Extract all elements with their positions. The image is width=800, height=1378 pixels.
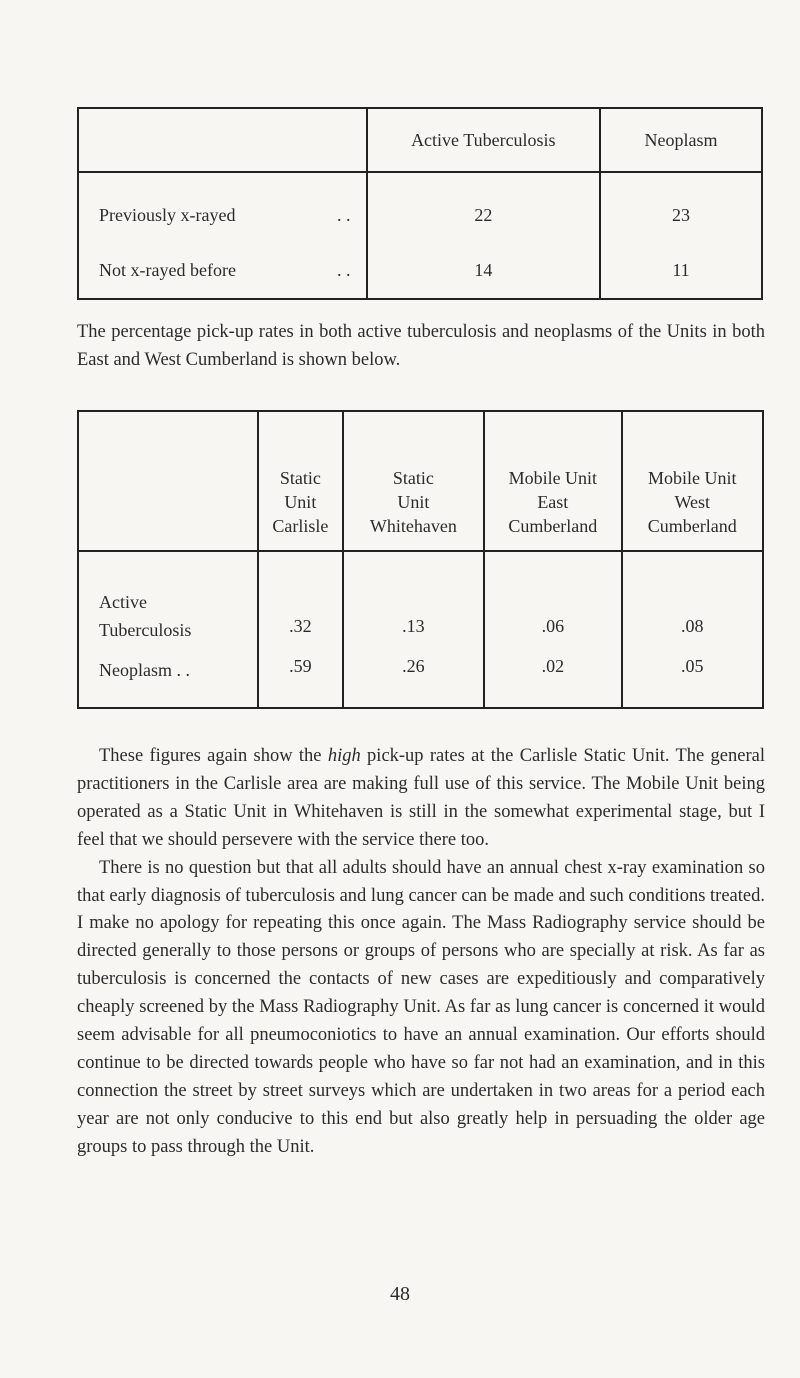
paragraph-carlisle-figures: These figures again show the high pick-up rates at the Carlisle Static Unit. The general practitioners in the Carlisle area are making full use of this service. The Mobile Unit being operated as a Static Unit in Whitehaven is still in the somewhat experimental stage, but I feel that we should persevere with the service there too. (77, 746, 765, 850)
header-static-whitehaven: Static Unit Whitehaven (343, 411, 484, 551)
cell-previously-neoplasm: 23 (672, 205, 690, 225)
cell-tb-carlisle: .32 (289, 616, 312, 636)
header-cell-empty (78, 108, 367, 172)
pickup-rates-table (77, 410, 764, 709)
header-mobile-east: Mobile Unit East Cumberland (484, 411, 621, 551)
cell-tb-mobile-west: .08 (681, 616, 704, 636)
cell-previously-tuberculosis: 22 (474, 205, 493, 225)
cell-neo-whitehaven: .26 (402, 656, 425, 676)
cell-neo-carlisle: .59 (289, 656, 312, 676)
paragraph-annual-xray: There is no question but that all adults should have an annual chest x-ray examination so that early diagnosis of tuberculosis and lung cancer can be made and such conditions treated. I make no apology for repeating this once again. The Mass Radiography service should be directed generally to those persons or groups of persons who are specially at risk. As far as tuberculosis is concerned the contacts of new cases are expeditiously and comparatively cheaply screened by the Mass Radiography Unit. As far as lung cancer is concerned it would seem advisable for all pneumoconiotics to have an annual examination. Our efforts should continue to be directed towards people who have so far not had an examination, and in this connection the street by street surveys which are undertaken in two areas for a period each year are not only conducive to this end but also greatly help in persuading the older age groups to pass through the Unit. (77, 857, 765, 1157)
intro-paragraph: The percentage pick-up rates in both active tuberculosis and neoplasms of the Units in both East and West Cumberland is shown below. (77, 322, 765, 370)
cell-not-xrayed-tuberculosis: 14 (474, 260, 493, 280)
body-text (77, 743, 765, 1162)
row-label-neoplasm: Neoplasm . . (99, 660, 190, 680)
header-cell-empty (78, 411, 258, 551)
table-header-row (78, 411, 763, 551)
row-label-previously-xrayed: Previously x-rayed . . (99, 205, 351, 225)
page-number: 48 (390, 1283, 410, 1305)
cell-neo-mobile-west: .05 (681, 656, 704, 676)
cell-tb-whitehaven: .13 (402, 616, 425, 636)
table-body-row (78, 551, 763, 708)
cell-neo-mobile-east: .02 (541, 656, 565, 676)
row-label-not-xrayed-before: Not x-rayed before . . (99, 260, 351, 280)
row-label-active-tuberculosis: Active Tuberculosis (99, 592, 192, 640)
table-body-row (78, 172, 762, 299)
header-active-tuberculosis: Active Tuberculosis (367, 108, 600, 172)
table-header-row (78, 108, 762, 172)
xray-history-table (77, 107, 763, 300)
cell-tb-mobile-east: .06 (541, 616, 565, 636)
cell-not-xrayed-neoplasm: 11 (672, 260, 690, 280)
header-mobile-west: Mobile Unit West Cumberland (622, 411, 763, 551)
header-neoplasm: Neoplasm (600, 108, 762, 172)
leader-dots: . . (337, 205, 351, 225)
leader-dots: . . (337, 260, 351, 280)
header-static-carlisle: Static Unit Carlisle (258, 411, 343, 551)
